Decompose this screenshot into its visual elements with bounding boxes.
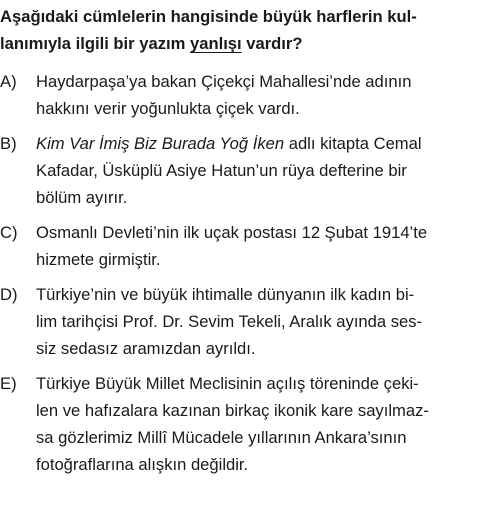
option-d[interactable] bbox=[0, 281, 497, 362]
option-d-letter: D) bbox=[0, 285, 18, 304]
option-e-line-4: fotoğraflarına alışkın değildir. bbox=[36, 455, 249, 474]
option-c[interactable] bbox=[0, 219, 497, 273]
option-c-line-1: Osmanlı Devleti’nin ilk uçak postası 12 Şubat 1914’te bbox=[36, 223, 428, 242]
option-e-line-1: Türkiye Büyük Millet Meclisinin açılış töreninde çeki- bbox=[36, 374, 419, 393]
question-line-2-start: lanımıyla ilgili bir yazım bbox=[0, 34, 190, 53]
question-stem bbox=[0, 3, 497, 57]
option-d-line-3: siz sedasız aramızdan ayrıldı. bbox=[36, 339, 256, 358]
option-b[interactable] bbox=[0, 130, 497, 211]
option-b-letter: B) bbox=[0, 134, 17, 153]
option-a-line-2: hakkını verir yoğunlukta çiçek vardı. bbox=[36, 99, 300, 118]
option-a-line-1: Haydarpaşa’ya bakan Çiçekçi Mahallesi’nde adının bbox=[36, 72, 412, 91]
question-line-2-end: vardır? bbox=[241, 34, 303, 53]
option-e[interactable] bbox=[0, 370, 497, 478]
option-a-letter: A) bbox=[0, 72, 17, 91]
option-e-line-3: sa gözlerimiz Millî Mücadele yıllarının Ankara’sının bbox=[36, 428, 407, 447]
option-d-line-1: Türkiye’nin ve büyük ihtimalle dünyanın ilk kadın bi- bbox=[36, 285, 415, 304]
option-c-line-2: hizmete girmiştir. bbox=[36, 250, 161, 269]
question-line-1: Aşağıdaki cümlelerin hangisinde büyük harflerin kul- bbox=[0, 7, 417, 26]
option-d-line-2: lim tarihçisi Prof. Dr. Sevim Tekeli, Aralık ayında ses- bbox=[36, 312, 423, 331]
option-b-line-1 bbox=[36, 130, 497, 157]
question-underlined-word: yanlışı bbox=[189, 34, 242, 53]
option-a[interactable] bbox=[0, 68, 497, 122]
option-b-line-1-rest: adlı kitapta Cemal bbox=[284, 134, 422, 153]
option-b-line-2: Kafadar, Üsküplü Asiye Hatun’un rüya defterine bir bbox=[36, 161, 407, 180]
option-c-letter: C) bbox=[0, 223, 18, 242]
answer-options bbox=[0, 68, 497, 478]
option-e-line-2: len ve hafızalara kazınan birkaç ikonik kare sayılmaz- bbox=[36, 401, 429, 420]
option-b-book-title: Kim Var İmiş Biz Burada Yoğ İken bbox=[36, 134, 285, 153]
option-e-letter: E) bbox=[0, 374, 17, 393]
option-b-line-3: bölüm ayırır. bbox=[36, 188, 128, 207]
